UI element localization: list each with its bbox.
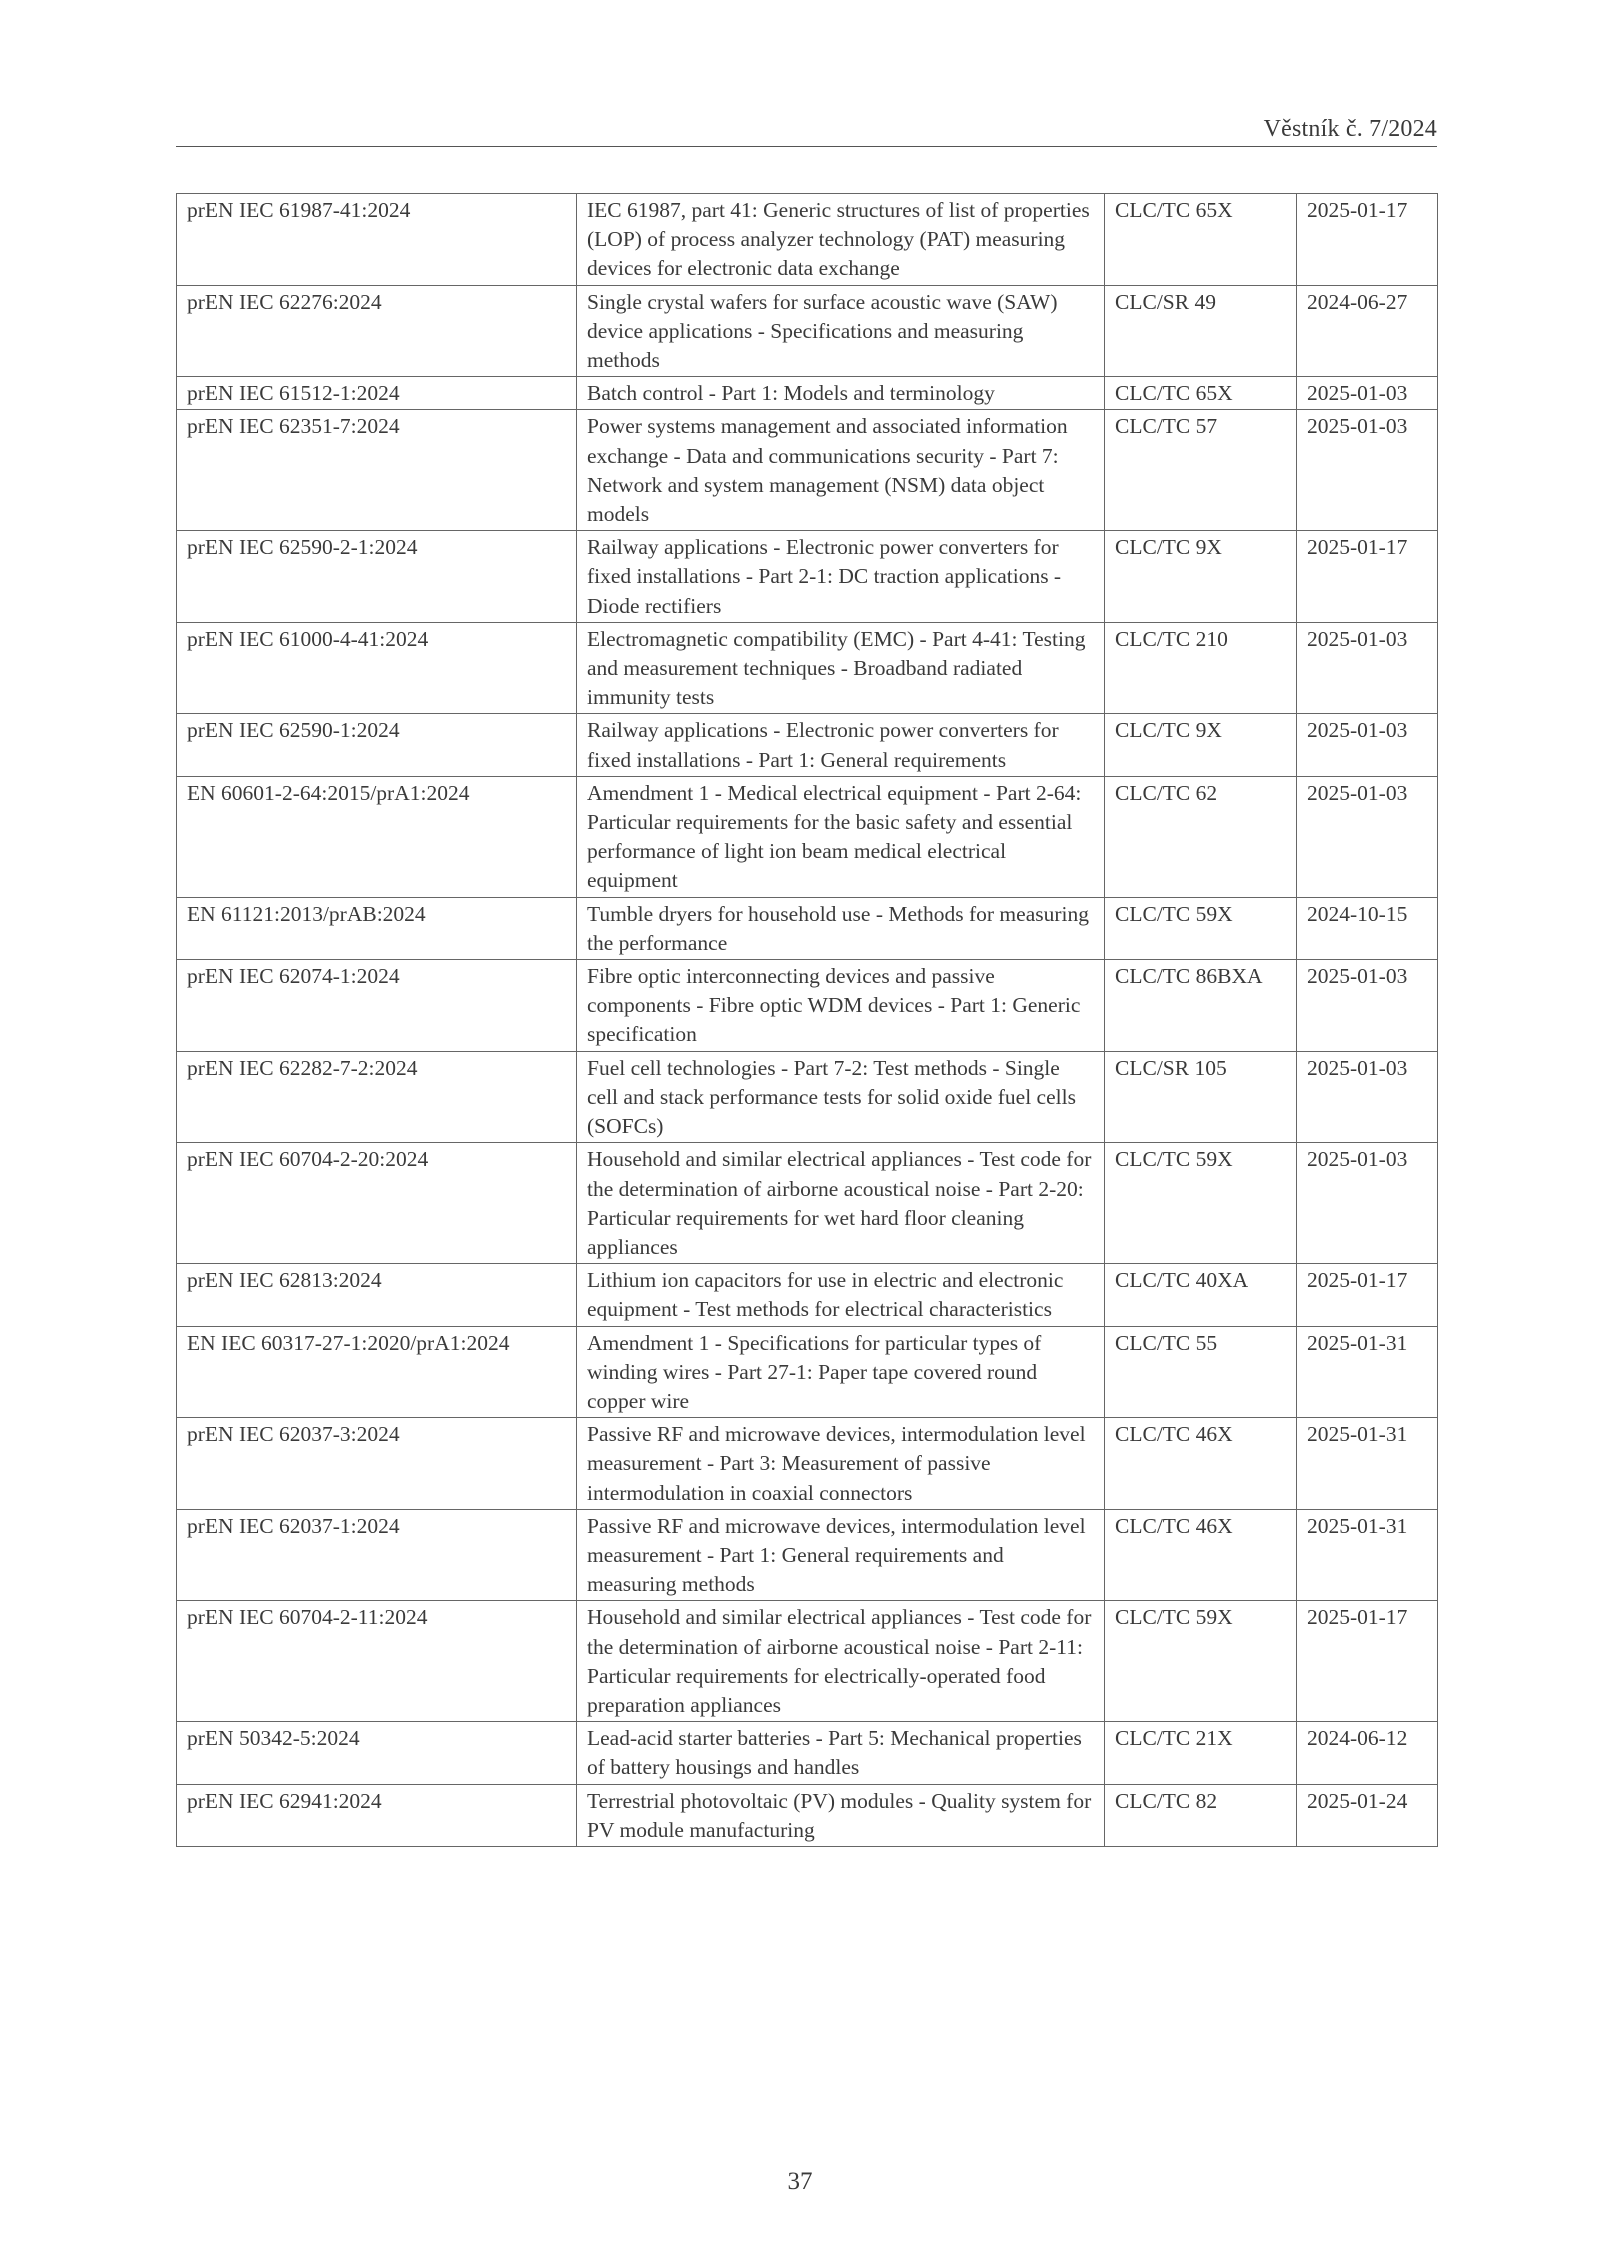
standard-code-cell: prEN 50342-5:2024 [177, 1722, 577, 1784]
deadline-date-cell: 2024-06-12 [1297, 1722, 1438, 1784]
committee-cell: CLC/TC 9X [1105, 531, 1297, 623]
table-row [177, 714, 1438, 776]
committee-cell: CLC/TC 62 [1105, 776, 1297, 897]
table-row [177, 1326, 1438, 1418]
table-row [177, 897, 1438, 959]
table-row [177, 1051, 1438, 1143]
deadline-date-cell: 2025-01-03 [1297, 714, 1438, 776]
committee-cell: CLC/TC 46X [1105, 1418, 1297, 1510]
table-row [177, 776, 1438, 897]
standard-code-cell: prEN IEC 61987-41:2024 [177, 194, 577, 286]
standard-title-cell: Railway applications - Electronic power converters for fixed installations - Part 2-1: DC traction applications - Diode rectifiers [577, 531, 1105, 623]
committee-cell: CLC/TC 59X [1105, 1601, 1297, 1722]
committee-cell: CLC/SR 49 [1105, 285, 1297, 377]
standard-title-cell: Fibre optic interconnecting devices and passive components - Fibre optic WDM devices - Part 1: Generic specification [577, 960, 1105, 1052]
standard-title-cell: Single crystal wafers for surface acoustic wave (SAW) device applications - Specifications and measuring methods [577, 285, 1105, 377]
standard-title-cell: Fuel cell technologies - Part 7-2: Test methods - Single cell and stack performance tests for solid oxide fuel cells (SOFCs) [577, 1051, 1105, 1143]
standard-code-cell: prEN IEC 62941:2024 [177, 1784, 577, 1846]
table-row [177, 1143, 1438, 1264]
table-row [177, 1722, 1438, 1784]
deadline-date-cell: 2025-01-31 [1297, 1326, 1438, 1418]
deadline-date-cell: 2025-01-17 [1297, 1264, 1438, 1326]
committee-cell: CLC/SR 105 [1105, 1051, 1297, 1143]
standard-title-cell: Tumble dryers for household use - Methods for measuring the performance [577, 897, 1105, 959]
standard-code-cell: prEN IEC 62813:2024 [177, 1264, 577, 1326]
standard-title-cell: Railway applications - Electronic power converters for fixed installations - Part 1: General requirements [577, 714, 1105, 776]
deadline-date-cell: 2025-01-03 [1297, 1051, 1438, 1143]
deadline-date-cell: 2025-01-03 [1297, 960, 1438, 1052]
committee-cell: CLC/TC 59X [1105, 1143, 1297, 1264]
standard-code-cell: EN IEC 60317-27-1:2020/prA1:2024 [177, 1326, 577, 1418]
standard-code-cell: prEN IEC 62276:2024 [177, 285, 577, 377]
standards-table-body [177, 194, 1438, 1847]
standard-code-cell: prEN IEC 62037-3:2024 [177, 1418, 577, 1510]
table-row [177, 285, 1438, 377]
committee-cell: CLC/TC 57 [1105, 410, 1297, 531]
deadline-date-cell: 2025-01-03 [1297, 622, 1438, 714]
deadline-date-cell: 2025-01-31 [1297, 1509, 1438, 1601]
deadline-date-cell: 2025-01-17 [1297, 1601, 1438, 1722]
standard-title-cell: Batch control - Part 1: Models and terminology [577, 377, 1105, 410]
committee-cell: CLC/TC 46X [1105, 1509, 1297, 1601]
deadline-date-cell: 2025-01-03 [1297, 1143, 1438, 1264]
table-row [177, 1418, 1438, 1510]
standard-title-cell: Passive RF and microwave devices, intermodulation level measurement - Part 1: General requirements and measuring methods [577, 1509, 1105, 1601]
standard-code-cell: prEN IEC 62282-7-2:2024 [177, 1051, 577, 1143]
table-row [177, 622, 1438, 714]
standard-title-cell: Household and similar electrical appliances - Test code for the determination of airborne acoustical noise - Part 2-11: Particular requirements for electrically-operated food preparation appliances [577, 1601, 1105, 1722]
committee-cell: CLC/TC 40XA [1105, 1264, 1297, 1326]
journal-issue-title: Věstník č. 7/2024 [1263, 116, 1437, 142]
deadline-date-cell: 2024-06-27 [1297, 285, 1438, 377]
deadline-date-cell: 2025-01-03 [1297, 377, 1438, 410]
standard-code-cell: prEN IEC 61512-1:2024 [177, 377, 577, 410]
standard-title-cell: Power systems management and associated information exchange - Data and communications security - Part 7: Network and system management (NSM) data object models [577, 410, 1105, 531]
committee-cell: CLC/TC 82 [1105, 1784, 1297, 1846]
deadline-date-cell: 2024-10-15 [1297, 897, 1438, 959]
committee-cell: CLC/TC 59X [1105, 897, 1297, 959]
committee-cell: CLC/TC 55 [1105, 1326, 1297, 1418]
committee-cell: CLC/TC 210 [1105, 622, 1297, 714]
standard-code-cell: prEN IEC 61000-4-41:2024 [177, 622, 577, 714]
standard-code-cell: prEN IEC 62351-7:2024 [177, 410, 577, 531]
committee-cell: CLC/TC 86BXA [1105, 960, 1297, 1052]
deadline-date-cell: 2025-01-17 [1297, 194, 1438, 286]
table-row [177, 531, 1438, 623]
page-number: 37 [787, 2168, 813, 2195]
standard-code-cell: EN 61121:2013/prAB:2024 [177, 897, 577, 959]
standard-title-cell: Passive RF and microwave devices, intermodulation level measurement - Part 3: Measurement of passive intermodulation in coaxial connectors [577, 1418, 1105, 1510]
table-row [177, 194, 1438, 286]
standard-title-cell: Terrestrial photovoltaic (PV) modules - Quality system for PV module manufacturing [577, 1784, 1105, 1846]
deadline-date-cell: 2025-01-17 [1297, 531, 1438, 623]
committee-cell: CLC/TC 65X [1105, 377, 1297, 410]
page-header [176, 108, 1437, 147]
deadline-date-cell: 2025-01-03 [1297, 776, 1438, 897]
standard-title-cell: Amendment 1 - Medical electrical equipment - Part 2-64: Particular requirements for the basic safety and essential performance of light ion beam medical electrical equipment [577, 776, 1105, 897]
table-row [177, 377, 1438, 410]
deadline-date-cell: 2025-01-03 [1297, 410, 1438, 531]
deadline-date-cell: 2025-01-31 [1297, 1418, 1438, 1510]
table-row [177, 960, 1438, 1052]
standard-code-cell: prEN IEC 60704-2-20:2024 [177, 1143, 577, 1264]
standard-code-cell: prEN IEC 62590-1:2024 [177, 714, 577, 776]
standard-title-cell: Lithium ion capacitors for use in electric and electronic equipment - Test methods for electrical characteristics [577, 1264, 1105, 1326]
standard-title-cell: IEC 61987, part 41: Generic structures of list of properties (LOP) of process analyzer technology (PAT) measuring devices for electronic data exchange [577, 194, 1105, 286]
deadline-date-cell: 2025-01-24 [1297, 1784, 1438, 1846]
standards-table [176, 193, 1438, 1847]
standard-title-cell: Amendment 1 - Specifications for particular types of winding wires - Part 27-1: Paper tape covered round copper wire [577, 1326, 1105, 1418]
table-row [177, 1509, 1438, 1601]
standard-code-cell: prEN IEC 62037-1:2024 [177, 1509, 577, 1601]
committee-cell: CLC/TC 21X [1105, 1722, 1297, 1784]
standard-code-cell: prEN IEC 62074-1:2024 [177, 960, 577, 1052]
standard-title-cell: Household and similar electrical appliances - Test code for the determination of airborne acoustical noise - Part 2-20: Particular requirements for wet hard floor cleaning appliances [577, 1143, 1105, 1264]
committee-cell: CLC/TC 65X [1105, 194, 1297, 286]
standard-code-cell: prEN IEC 62590-2-1:2024 [177, 531, 577, 623]
standard-title-cell: Lead-acid starter batteries - Part 5: Mechanical properties of battery housings and handles [577, 1722, 1105, 1784]
table-row [177, 1784, 1438, 1846]
table-row [177, 410, 1438, 531]
standard-code-cell: EN 60601-2-64:2015/prA1:2024 [177, 776, 577, 897]
table-row [177, 1601, 1438, 1722]
standard-title-cell: Electromagnetic compatibility (EMC) - Part 4-41: Testing and measurement techniques - Broadband radiated immunity tests [577, 622, 1105, 714]
table-row [177, 1264, 1438, 1326]
standard-code-cell: prEN IEC 60704-2-11:2024 [177, 1601, 577, 1722]
committee-cell: CLC/TC 9X [1105, 714, 1297, 776]
